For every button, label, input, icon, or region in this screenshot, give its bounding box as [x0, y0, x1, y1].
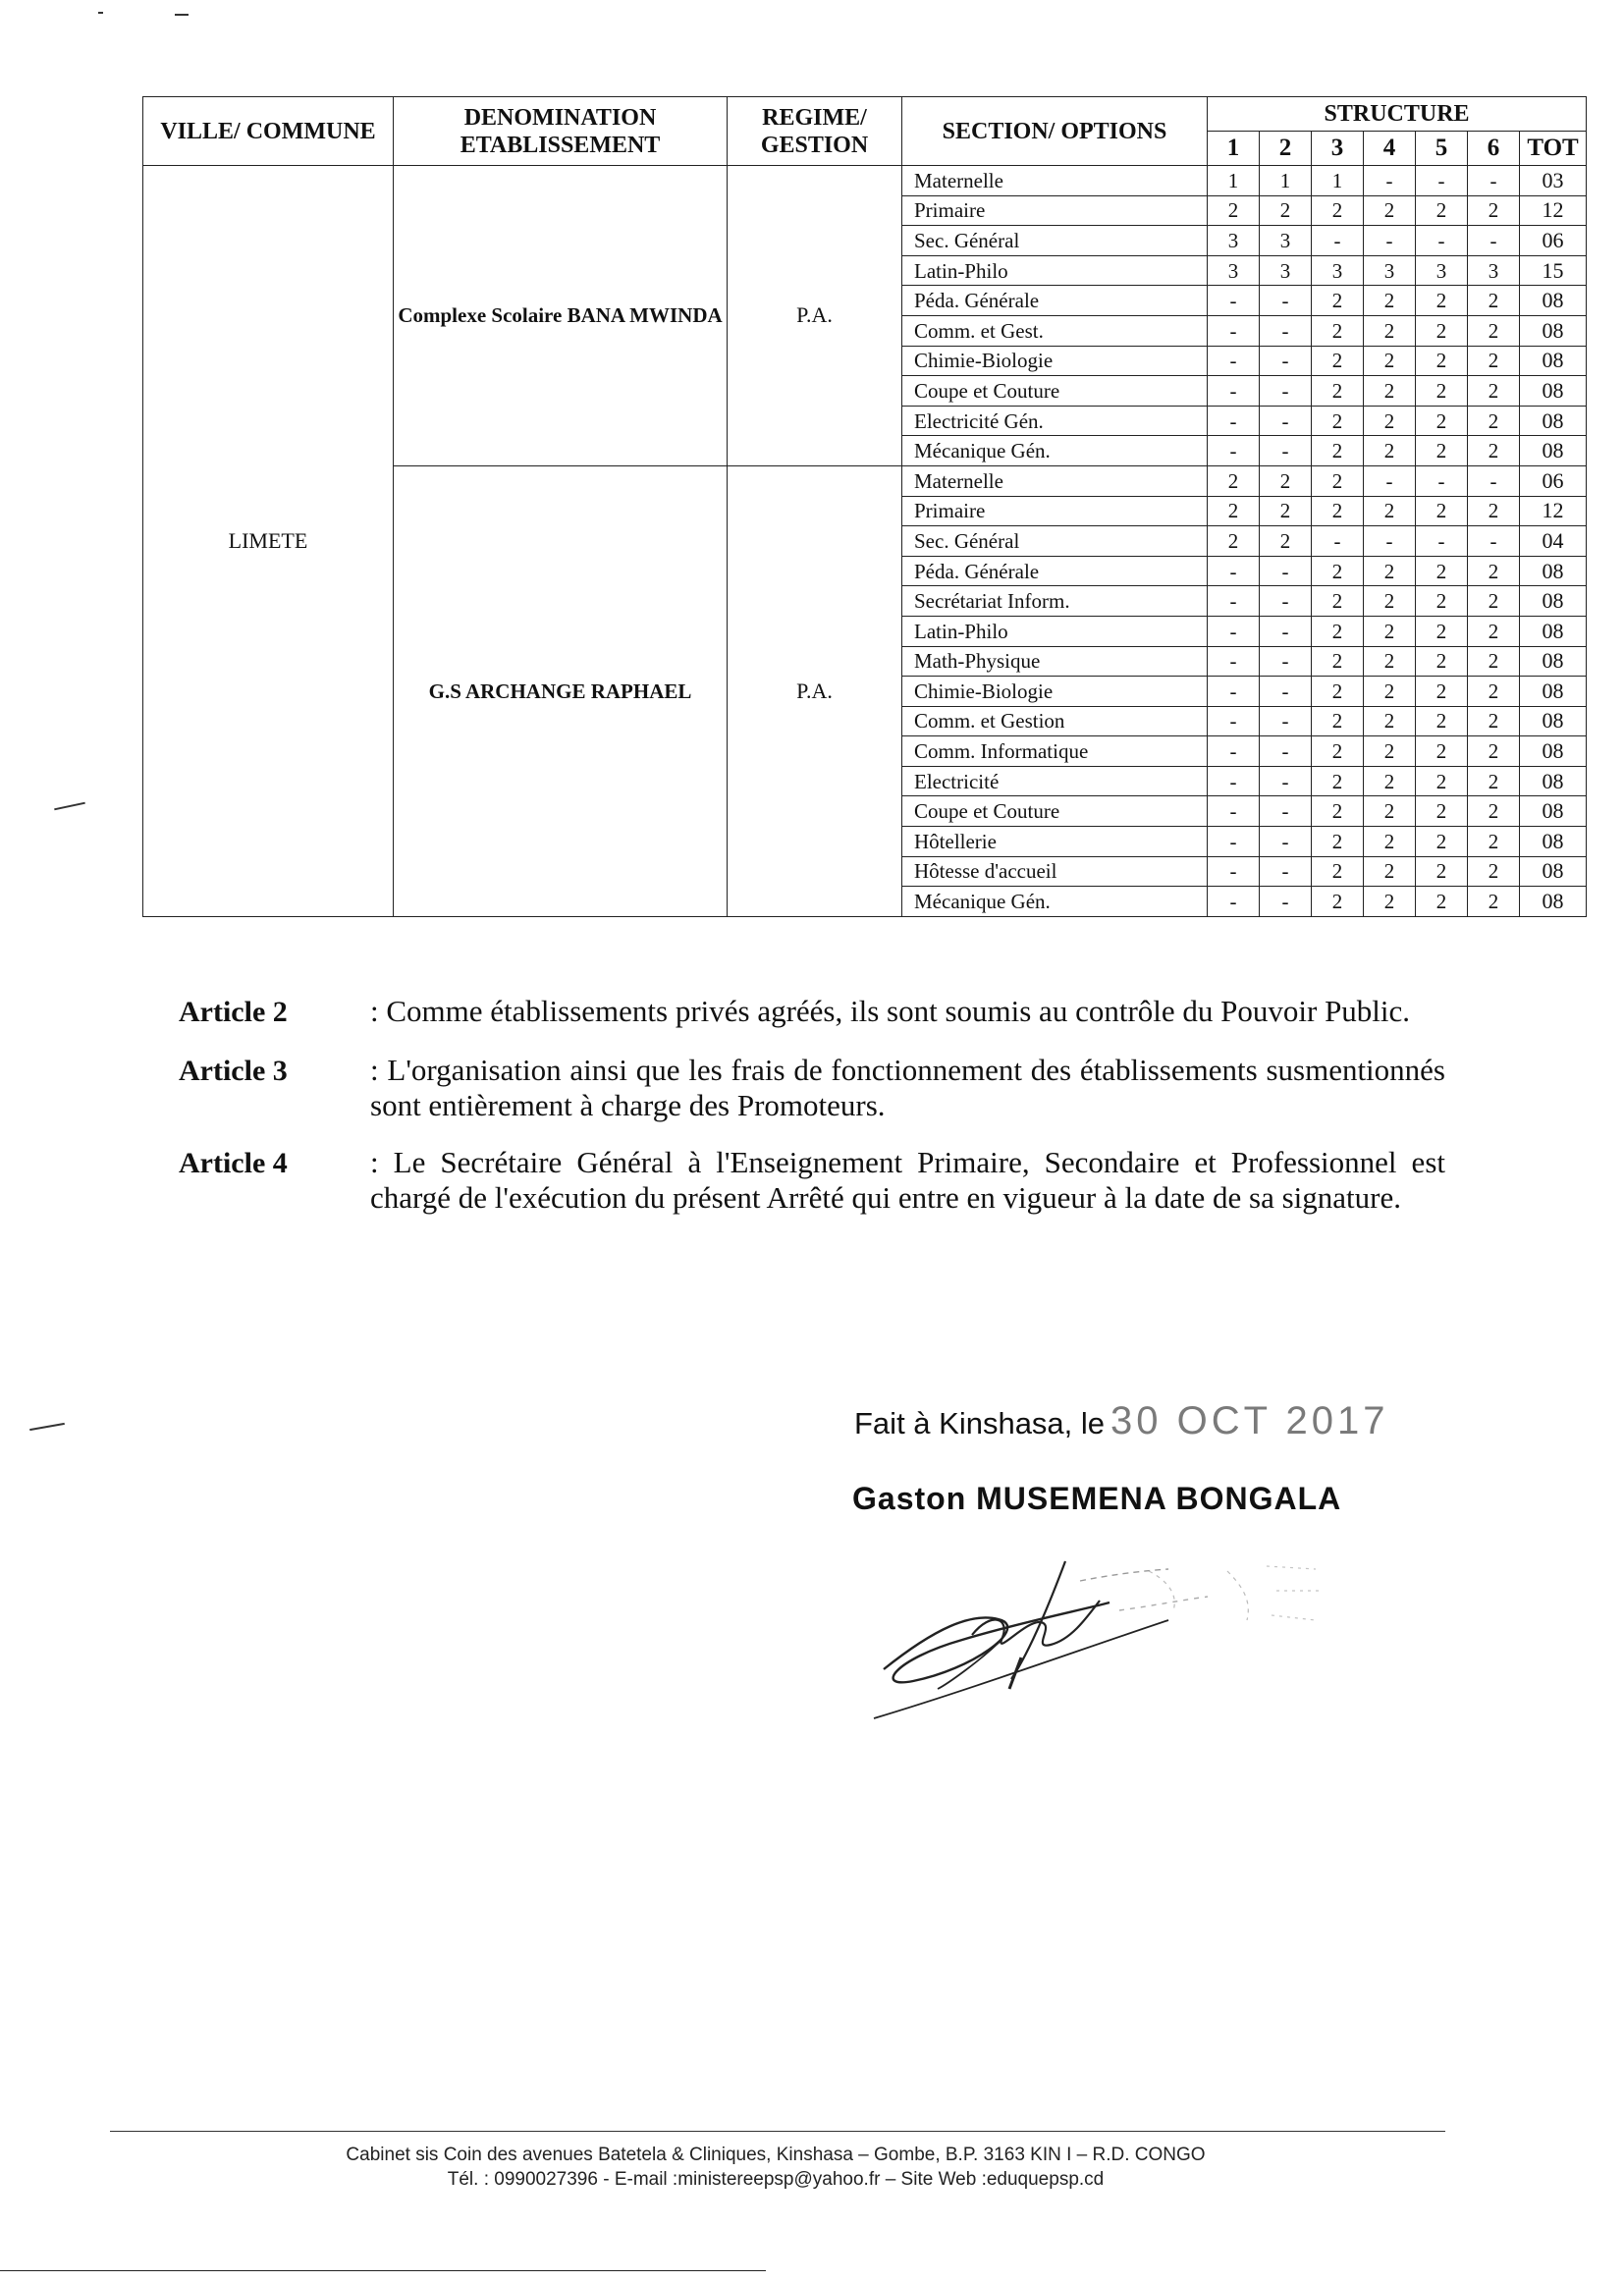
article — [179, 994, 1445, 1031]
structure-cell-1: - — [1208, 646, 1260, 677]
structure-cell-2: - — [1260, 586, 1312, 617]
structure-cell-3: 2 — [1312, 376, 1364, 407]
structure-cell-2: - — [1260, 646, 1312, 677]
total-cell: 08 — [1520, 796, 1587, 827]
article — [179, 1053, 1445, 1123]
structure-cell-4: 2 — [1364, 346, 1416, 376]
structure-cell-1: - — [1208, 856, 1260, 887]
date-stamp: 30 OCT 2017 — [1110, 1399, 1389, 1442]
structure-cell-5: 3 — [1416, 255, 1468, 286]
structure-cell-1: - — [1208, 315, 1260, 346]
signature-place: Fait à Kinshasa, le — [854, 1406, 1106, 1440]
section-cell: Coupe et Couture — [902, 376, 1208, 407]
structure-cell-5: 2 — [1416, 766, 1468, 796]
structure-cell-6: 2 — [1468, 586, 1520, 617]
structure-cell-5: 2 — [1416, 556, 1468, 586]
structure-cell-6: 2 — [1468, 766, 1520, 796]
header-col-2: 2 — [1260, 132, 1312, 166]
section-cell: Mécanique Gén. — [902, 887, 1208, 917]
structure-cell-1: - — [1208, 616, 1260, 646]
structure-cell-2: - — [1260, 856, 1312, 887]
structure-cell-3: 2 — [1312, 465, 1364, 496]
structure-cell-4: - — [1364, 226, 1416, 256]
structure-cell-5: 2 — [1416, 646, 1468, 677]
structure-cell-3: 2 — [1312, 286, 1364, 316]
structure-cell-6: 2 — [1468, 436, 1520, 466]
structure-cell-3: 2 — [1312, 315, 1364, 346]
structure-cell-5: 2 — [1416, 195, 1468, 226]
structure-cell-6: 2 — [1468, 286, 1520, 316]
structure-cell-2: - — [1260, 616, 1312, 646]
total-cell: 08 — [1520, 556, 1587, 586]
section-cell: Coupe et Couture — [902, 796, 1208, 827]
structure-cell-2: - — [1260, 887, 1312, 917]
structure-cell-6: 2 — [1468, 856, 1520, 887]
structure-cell-3: - — [1312, 526, 1364, 557]
structure-cell-1: - — [1208, 406, 1260, 436]
section-cell: Latin-Philo — [902, 255, 1208, 286]
total-cell: 08 — [1520, 406, 1587, 436]
structure-cell-3: 2 — [1312, 406, 1364, 436]
structure-cell-4: 2 — [1364, 436, 1416, 466]
structure-cell-3: 2 — [1312, 827, 1364, 857]
section-cell: Hôtesse d'accueil — [902, 856, 1208, 887]
structure-cell-4: 2 — [1364, 556, 1416, 586]
structure-cell-1: - — [1208, 706, 1260, 736]
structure-cell-3: 2 — [1312, 586, 1364, 617]
structure-cell-3: 2 — [1312, 706, 1364, 736]
structure-cell-3: 3 — [1312, 255, 1364, 286]
section-cell: Sec. Général — [902, 226, 1208, 256]
section-cell: Maternelle — [902, 166, 1208, 196]
footer — [147, 2143, 1404, 2192]
structure-cell-3: 2 — [1312, 346, 1364, 376]
structure-cell-2: - — [1260, 315, 1312, 346]
school-name-cell: Complexe Scolaire BANA MWINDA — [394, 166, 728, 466]
structure-cell-1: - — [1208, 887, 1260, 917]
table-row — [143, 166, 1587, 196]
bottom-rule — [0, 2270, 766, 2271]
structure-cell-1: - — [1208, 376, 1260, 407]
structure-cell-5: 2 — [1416, 856, 1468, 887]
structure-cell-5: 2 — [1416, 887, 1468, 917]
header-col-3: 3 — [1312, 132, 1364, 166]
scan-mark — [54, 802, 85, 811]
total-cell: 08 — [1520, 677, 1587, 707]
structure-cell-2: - — [1260, 677, 1312, 707]
article-label: Article 3 — [179, 1055, 288, 1087]
total-cell: 12 — [1520, 195, 1587, 226]
structure-cell-2: - — [1260, 706, 1312, 736]
structure-cell-3: 2 — [1312, 646, 1364, 677]
section-cell: Electricité Gén. — [902, 406, 1208, 436]
header-col-4: 4 — [1364, 132, 1416, 166]
header-denomination: DENOMINATION ETABLISSEMENT — [394, 97, 728, 166]
section-cell: Primaire — [902, 496, 1208, 526]
structure-cell-1: - — [1208, 766, 1260, 796]
structure-cell-5: 2 — [1416, 827, 1468, 857]
structure-cell-6: 2 — [1468, 646, 1520, 677]
structure-cell-6: 2 — [1468, 616, 1520, 646]
structure-cell-5: 2 — [1416, 796, 1468, 827]
article-label: Article 2 — [179, 996, 288, 1028]
structure-cell-2: 2 — [1260, 195, 1312, 226]
structure-cell-3: 2 — [1312, 887, 1364, 917]
total-cell: 08 — [1520, 646, 1587, 677]
structure-cell-2: - — [1260, 376, 1312, 407]
article-text: : L'organisation ainsi que les frais de fonctionnement des établissements susmentionnés sont entièrement à charge des Promoteurs. — [370, 1053, 1445, 1122]
header-section-options: SECTION/ OPTIONS — [902, 97, 1208, 166]
section-cell: Primaire — [902, 195, 1208, 226]
total-cell: 08 — [1520, 586, 1587, 617]
structure-cell-6: 2 — [1468, 406, 1520, 436]
structure-cell-3: 2 — [1312, 677, 1364, 707]
header-col-6: 6 — [1468, 132, 1520, 166]
structure-cell-4: - — [1364, 526, 1416, 557]
structure-cell-1: 2 — [1208, 526, 1260, 557]
structure-cell-6: 2 — [1468, 496, 1520, 526]
header-col-5: 5 — [1416, 132, 1468, 166]
structure-cell-1: 1 — [1208, 166, 1260, 196]
section-cell: Comm. et Gestion — [902, 706, 1208, 736]
total-cell: 08 — [1520, 315, 1587, 346]
structure-cell-6: 2 — [1468, 887, 1520, 917]
structure-cell-6: - — [1468, 526, 1520, 557]
structure-cell-6: 2 — [1468, 796, 1520, 827]
total-cell: 08 — [1520, 827, 1587, 857]
structure-cell-1: 3 — [1208, 226, 1260, 256]
structure-table-body — [143, 166, 1587, 917]
structure-cell-5: - — [1416, 526, 1468, 557]
structure-cell-4: 2 — [1364, 736, 1416, 767]
structure-cell-4: 2 — [1364, 586, 1416, 617]
article — [179, 1145, 1445, 1216]
regime-cell: P.A. — [728, 465, 902, 916]
structure-cell-6: 2 — [1468, 677, 1520, 707]
structure-cell-2: - — [1260, 346, 1312, 376]
structure-cell-5: 2 — [1416, 496, 1468, 526]
structure-cell-4: 2 — [1364, 496, 1416, 526]
scan-mark — [98, 12, 103, 14]
section-cell: Maternelle — [902, 465, 1208, 496]
structure-cell-5: 2 — [1416, 677, 1468, 707]
structure-cell-2: 2 — [1260, 496, 1312, 526]
section-cell: Péda. Générale — [902, 286, 1208, 316]
total-cell: 15 — [1520, 255, 1587, 286]
footer-contact: Tél. : 0990027396 - E-mail :ministereepsp@yahoo.fr – Site Web :eduquepsp.cd — [447, 2169, 1105, 2190]
structure-cell-5: 2 — [1416, 406, 1468, 436]
structure-cell-5: 2 — [1416, 586, 1468, 617]
total-cell: 08 — [1520, 736, 1587, 767]
total-cell: 06 — [1520, 226, 1587, 256]
structure-cell-2: - — [1260, 766, 1312, 796]
section-cell: Math-Physique — [902, 646, 1208, 677]
structure-cell-2: - — [1260, 406, 1312, 436]
structure-cell-5: 2 — [1416, 736, 1468, 767]
section-cell: Electricité — [902, 766, 1208, 796]
structure-cell-1: - — [1208, 436, 1260, 466]
structure-cell-4: - — [1364, 465, 1416, 496]
article-text: : Le Secrétaire Général à l'Enseignement Primaire, Secondaire et Professionnel est chargé de l'exécution du présent Arrêté qui entre en vigueur à la date de sa signature. — [370, 1145, 1445, 1215]
structure-cell-2: - — [1260, 286, 1312, 316]
structure-cell-5: 2 — [1416, 616, 1468, 646]
structure-cell-3: 2 — [1312, 496, 1364, 526]
structure-cell-4: 2 — [1364, 646, 1416, 677]
structure-cell-2: - — [1260, 796, 1312, 827]
total-cell: 08 — [1520, 436, 1587, 466]
structure-cell-4: 2 — [1364, 195, 1416, 226]
structure-cell-4: 2 — [1364, 827, 1416, 857]
signature-date-line — [854, 1399, 1388, 1443]
structure-cell-5: - — [1416, 166, 1468, 196]
structure-cell-4: 2 — [1364, 887, 1416, 917]
structure-cell-4: 2 — [1364, 766, 1416, 796]
structure-cell-4: - — [1364, 166, 1416, 196]
structure-cell-4: 3 — [1364, 255, 1416, 286]
structure-cell-1: 2 — [1208, 195, 1260, 226]
header-col-total: TOT — [1520, 132, 1587, 166]
section-cell: Latin-Philo — [902, 616, 1208, 646]
scan-mark — [29, 1423, 65, 1431]
structure-cell-6: 3 — [1468, 255, 1520, 286]
section-cell: Péda. Générale — [902, 556, 1208, 586]
structure-cell-3: 2 — [1312, 436, 1364, 466]
structure-cell-6: - — [1468, 166, 1520, 196]
section-cell: Chimie-Biologie — [902, 346, 1208, 376]
structure-cell-6: 2 — [1468, 376, 1520, 407]
section-cell: Hôtellerie — [902, 827, 1208, 857]
structure-cell-2: - — [1260, 556, 1312, 586]
scan-mark — [175, 14, 189, 16]
structure-cell-1: - — [1208, 796, 1260, 827]
structure-cell-4: 2 — [1364, 406, 1416, 436]
article-label: Article 4 — [179, 1147, 288, 1179]
total-cell: 08 — [1520, 856, 1587, 887]
structure-cell-6: - — [1468, 226, 1520, 256]
structure-cell-6: 2 — [1468, 315, 1520, 346]
structure-cell-3: 2 — [1312, 616, 1364, 646]
structure-cell-3: 2 — [1312, 195, 1364, 226]
handwritten-signature — [854, 1542, 1404, 1738]
section-cell: Mécanique Gén. — [902, 436, 1208, 466]
signatory-name: Gaston MUSEMENA BONGALA — [852, 1481, 1342, 1516]
structure-table — [142, 96, 1587, 917]
structure-cell-5: 2 — [1416, 436, 1468, 466]
structure-cell-5: 2 — [1416, 346, 1468, 376]
structure-cell-2: 2 — [1260, 526, 1312, 557]
structure-cell-6: 2 — [1468, 556, 1520, 586]
structure-cell-4: 2 — [1364, 616, 1416, 646]
structure-cell-1: - — [1208, 346, 1260, 376]
structure-cell-5: 2 — [1416, 706, 1468, 736]
structure-cell-1: - — [1208, 736, 1260, 767]
regime-cell: P.A. — [728, 166, 902, 466]
structure-cell-6: - — [1468, 465, 1520, 496]
structure-cell-6: 2 — [1468, 736, 1520, 767]
structure-cell-2: 3 — [1260, 226, 1312, 256]
structure-cell-3: 2 — [1312, 766, 1364, 796]
structure-cell-1: - — [1208, 827, 1260, 857]
structure-cell-6: 2 — [1468, 827, 1520, 857]
structure-cell-2: - — [1260, 736, 1312, 767]
structure-cell-1: - — [1208, 286, 1260, 316]
structure-cell-3: - — [1312, 226, 1364, 256]
header-structure: STRUCTURE — [1208, 97, 1587, 132]
structure-cell-1: - — [1208, 556, 1260, 586]
total-cell: 06 — [1520, 465, 1587, 496]
structure-cell-3: 1 — [1312, 166, 1364, 196]
commune-cell: LIMETE — [143, 166, 394, 917]
structure-cell-2: 1 — [1260, 166, 1312, 196]
header-col-1: 1 — [1208, 132, 1260, 166]
structure-cell-4: 2 — [1364, 856, 1416, 887]
header-regime: REGIME/ GESTION — [728, 97, 902, 166]
articles — [179, 994, 1445, 1237]
structure-cell-3: 2 — [1312, 856, 1364, 887]
section-cell: Secrétariat Inform. — [902, 586, 1208, 617]
structure-cell-1: - — [1208, 586, 1260, 617]
structure-cell-3: 2 — [1312, 796, 1364, 827]
total-cell: 12 — [1520, 496, 1587, 526]
structure-cell-4: 2 — [1364, 315, 1416, 346]
section-cell: Comm. et Gest. — [902, 315, 1208, 346]
footer-address: Cabinet sis Coin des avenues Batetela & Cliniques, Kinshasa – Gombe, B.P. 3163 KIN I – R.D. CONGO — [346, 2145, 1206, 2165]
structure-cell-2: - — [1260, 436, 1312, 466]
section-cell: Comm. Informatique — [902, 736, 1208, 767]
total-cell: 08 — [1520, 887, 1587, 917]
structure-cell-1: - — [1208, 677, 1260, 707]
structure-cell-1: 3 — [1208, 255, 1260, 286]
total-cell: 08 — [1520, 616, 1587, 646]
footer-rule — [110, 2131, 1445, 2132]
total-cell: 08 — [1520, 286, 1587, 316]
structure-cell-3: 2 — [1312, 556, 1364, 586]
structure-cell-4: 2 — [1364, 286, 1416, 316]
structure-cell-4: 2 — [1364, 706, 1416, 736]
structure-cell-6: 2 — [1468, 346, 1520, 376]
header-ville-commune: VILLE/ COMMUNE — [143, 97, 394, 166]
article-text: : Comme établissements privés agréés, ils sont soumis au contrôle du Pouvoir Public. — [370, 994, 1411, 1028]
total-cell: 08 — [1520, 706, 1587, 736]
structure-cell-6: 2 — [1468, 706, 1520, 736]
structure-cell-3: 2 — [1312, 736, 1364, 767]
structure-cell-5: - — [1416, 465, 1468, 496]
structure-cell-2: 3 — [1260, 255, 1312, 286]
structure-cell-1: 2 — [1208, 465, 1260, 496]
structure-cell-5: 2 — [1416, 315, 1468, 346]
structure-cell-4: 2 — [1364, 677, 1416, 707]
total-cell: 04 — [1520, 526, 1587, 557]
structure-cell-5: 2 — [1416, 286, 1468, 316]
total-cell: 03 — [1520, 166, 1587, 196]
structure-cell-2: - — [1260, 827, 1312, 857]
section-cell: Chimie-Biologie — [902, 677, 1208, 707]
structure-cell-2: 2 — [1260, 465, 1312, 496]
structure-cell-5: - — [1416, 226, 1468, 256]
structure-cell-6: 2 — [1468, 195, 1520, 226]
structure-cell-1: 2 — [1208, 496, 1260, 526]
total-cell: 08 — [1520, 346, 1587, 376]
total-cell: 08 — [1520, 766, 1587, 796]
structure-cell-5: 2 — [1416, 376, 1468, 407]
total-cell: 08 — [1520, 376, 1587, 407]
structure-cell-4: 2 — [1364, 796, 1416, 827]
section-cell: Sec. Général — [902, 526, 1208, 557]
structure-cell-4: 2 — [1364, 376, 1416, 407]
school-name-cell: G.S ARCHANGE RAPHAEL — [394, 465, 728, 916]
